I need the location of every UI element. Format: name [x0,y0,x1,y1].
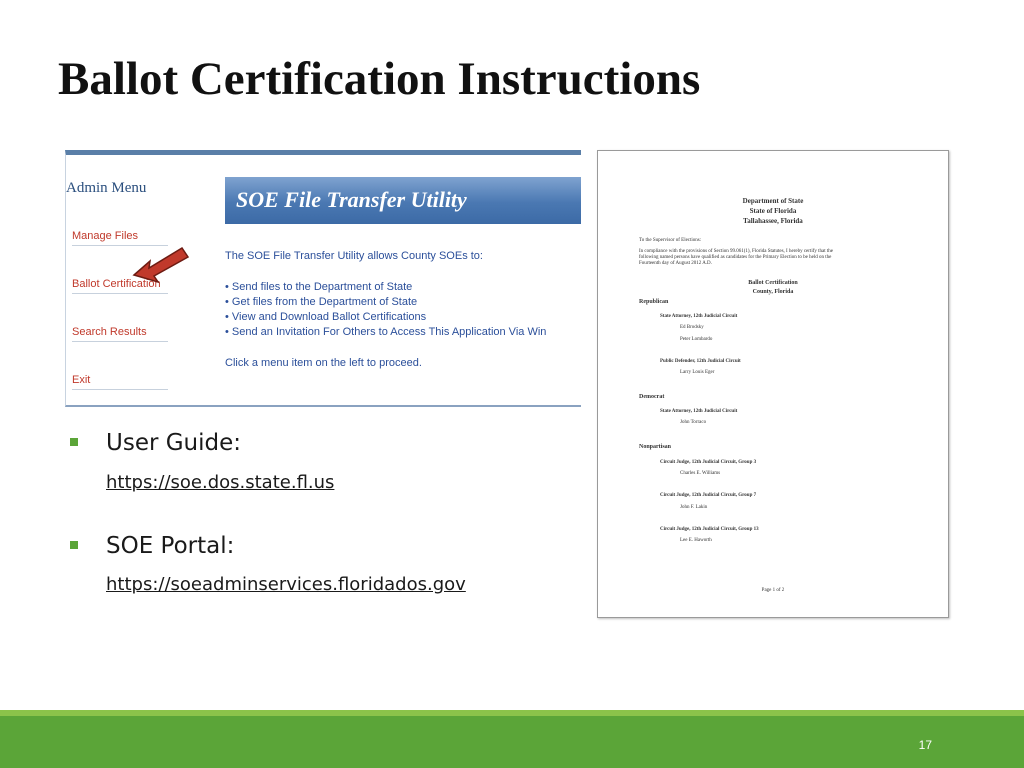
list-item: • Get files from the Department of State [225,296,418,308]
soe-portal-link[interactable]: https://soeadminservices.floridados.gov [106,574,466,595]
slide-footer [0,716,1024,768]
page-number: 17 [918,738,932,752]
doc-candidate: Lee E. Haworth [680,538,712,543]
doc-body-line: following named persons have qualified as candidates for the Primary Election to be held on the [639,255,832,260]
doc-candidate: Charles E. Williams [680,471,721,476]
doc-candidate: John Torraco [680,420,707,425]
doc-salutation: To the Supervisor of Elections: [639,238,702,243]
doc-body-line: Fourteenth day of August 2012 A.D. [639,261,712,266]
menu-item-manage-files[interactable]: Manage Files [72,230,168,246]
banner-title: SOE File Transfer Utility [236,187,467,212]
soe-portal-label: SOE Portal: [106,533,235,559]
doc-header-line: Tallahassee, Florida [743,217,803,225]
user-guide-link[interactable]: https://soe.dos.state.fl.us [106,472,335,493]
doc-candidate: Peter Lombardo [680,337,713,342]
utility-screenshot [65,150,581,407]
doc-body-line: In compliance with the provisions of Section 99.061(1), Florida Statutes, I hereby certify that the [639,249,833,254]
bullet-square-icon [70,541,78,549]
bullet-square-icon [70,438,78,446]
doc-candidate: Larry Louis Eger [680,370,715,375]
doc-office: State Attorney, 12th Judicial Circuit [660,314,738,319]
doc-party-heading: Republican [639,299,669,305]
doc-page-footer: Page 1 of 2 [761,588,785,593]
doc-party-heading: Nonpartisan [639,444,672,450]
utility-feature-list [225,281,546,341]
pointer-arrow-icon [132,245,192,285]
utility-intro: The SOE File Transfer Utility allows County SOEs to: [225,250,483,262]
utility-note: Click a menu item on the left to proceed. [225,357,422,369]
doc-office: Public Defender, 12th Judicial Circuit [660,359,741,364]
list-item: • View and Download Ballot Certifications [225,311,427,323]
doc-office: Circuit Judge, 12th Judicial Circuit, Group 13 [660,527,759,532]
ballot-certification-document [597,150,949,618]
menu-item-search-results[interactable]: Search Results [72,326,168,342]
doc-header-line: State of Florida [749,207,797,215]
doc-header-line: Department of State [742,197,804,205]
admin-menu-title: Admin Menu [66,180,147,196]
utility-banner [225,177,581,224]
menu-item-exit[interactable]: Exit [72,374,168,390]
doc-party-heading: Democrat [639,394,665,400]
doc-candidate: Ed Brodsky [680,325,704,330]
list-item: • Send an Invitation For Others to Access This Application Via Win [225,326,547,338]
doc-cert-county: County, Florida [752,289,794,295]
doc-cert-title: Ballot Certification [748,280,798,286]
user-guide-label: User Guide: [106,430,242,456]
doc-office: Circuit Judge, 12th Judicial Circuit, Group 3 [660,460,757,465]
menu-item-ballot-certification[interactable]: Ballot Certification [72,278,168,294]
doc-office: Circuit Judge, 12th Judicial Circuit, Group 7 [660,493,757,498]
doc-office: State Attorney, 12th Judicial Circuit [660,409,738,414]
doc-candidate: John F. Lakin [680,505,708,510]
list-item: • Send files to the Department of State [225,281,413,293]
slide-title: Ballot Certification Instructions [58,53,701,105]
